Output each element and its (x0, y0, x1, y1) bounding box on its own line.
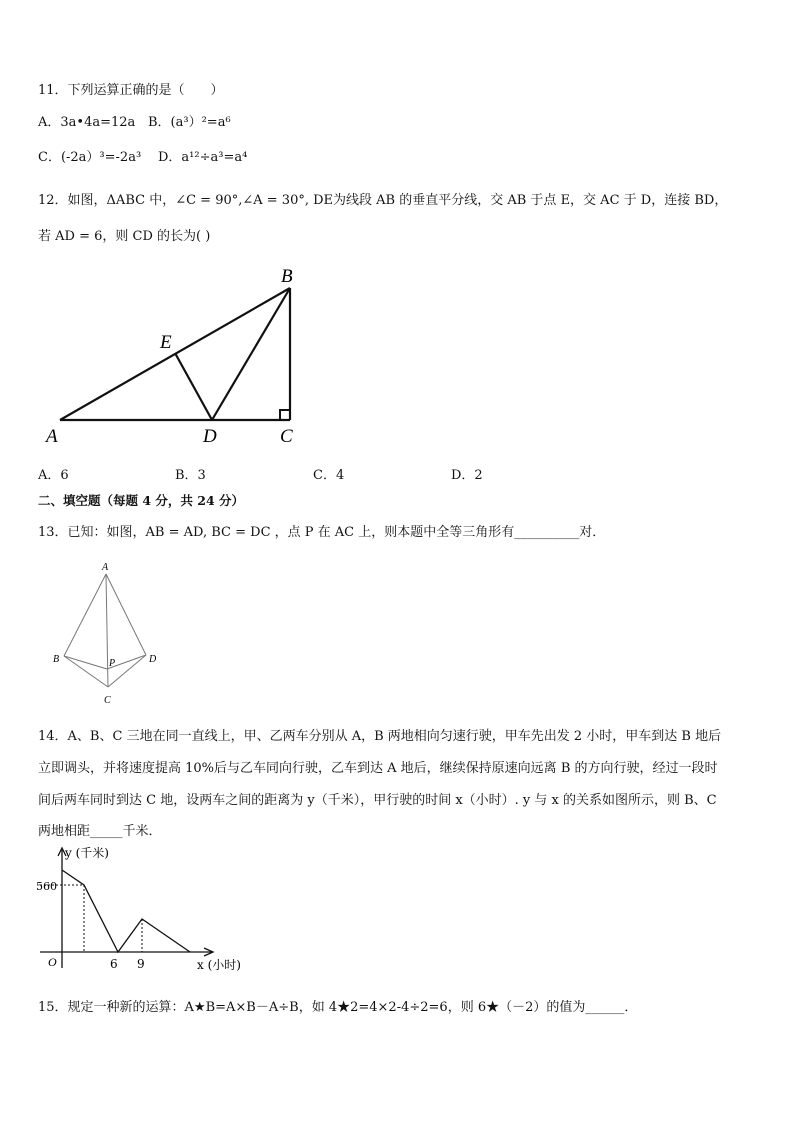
segment-ac (106, 574, 108, 687)
q12-line1: 12．如图，ΔABC 中，∠C = 90°,∠A = 30°, DE为线段 AB 的垂直平分线，交 AB 于点 E，交 AC 于 D，连接 BD， (38, 193, 728, 208)
q14-line2: 立即调头，并将速度提高 10%后与乙车同向行驶，乙车到达 A 地后，继续保持原速向远离 B 的方向行驶，经过一段时 (38, 761, 718, 776)
x-axis-label: x (小时) (197, 958, 241, 972)
label-d: D (203, 426, 217, 447)
label-c: C (280, 426, 293, 447)
y-tick-560: 560 (36, 880, 57, 893)
q12-option-c: C．4 (313, 468, 345, 483)
q11-option-a: A．3a•4a=12a (38, 115, 136, 130)
q12-option-a: A．6 (38, 468, 69, 483)
label-d: D (149, 654, 157, 665)
q12-line2: 若 AD = 6，则 CD 的长为( ) (38, 229, 211, 244)
q11-option-c: C．(-2a）³=-2a³ (38, 150, 142, 165)
distance-curve (62, 870, 190, 952)
q13-stem: 13．已知：如图，AB = AD, BC = DC ，点 P 在 AC 上，则本题中全等三角形有__________对． (38, 525, 606, 540)
segment-bp (64, 656, 107, 669)
y-axis-label: y (千米) (65, 846, 109, 860)
q11-option-b: B．(a³）²=a⁶ (148, 115, 231, 130)
q11-option-d: D．a¹²÷a³=a⁴ (158, 150, 248, 165)
segment-ed (175, 353, 212, 420)
q14-line4: 两地相距_____千米． (38, 824, 162, 839)
label-b: B (281, 266, 293, 287)
q14-line1: 14．A、B、C 三地在同一直线上，甲、乙两车分别从 A，B 两地相向匀速行驶，甲车先出发 2 小时，甲车到达 B 地后 (38, 729, 722, 744)
q12-triangle-figure (40, 260, 320, 450)
segment-db (212, 288, 290, 420)
segment-bc (64, 656, 108, 687)
label-a: A (46, 426, 58, 447)
segment-ab (64, 574, 106, 656)
q15-stem: 15．规定一种新的运算：A★B=A×B－A÷B，如 4★2=4×2-4÷2=6，则 6★（－2）的值为______． (38, 1000, 638, 1015)
q14-line3: 间后两车同时到达 C 地，设两车之间的距离为 y（千米），甲行驶的时间 x（小时）. y 与 x 的关系如图所示，则 B、C (38, 793, 717, 808)
q14-distance-graph (32, 840, 262, 980)
label-c: C (104, 695, 111, 706)
label-p: P (109, 658, 116, 669)
q13-kite-figure (48, 558, 166, 710)
origin-label: O (48, 955, 57, 969)
q12-option-b: B．3 (175, 468, 206, 483)
x-tick-6: 6 (110, 957, 118, 971)
q12-option-d: D．2 (451, 468, 483, 483)
segment-ad (106, 574, 146, 655)
label-e: E (160, 332, 172, 353)
x-tick-9: 9 (137, 957, 145, 971)
right-angle-mark (280, 410, 290, 420)
section-heading: 二、填空题（每题 4 分，共 24 分） (38, 493, 245, 508)
label-a: A (102, 562, 109, 573)
label-b: B (53, 654, 60, 665)
q11-stem: 11．下列运算正确的是（ ） (38, 83, 224, 98)
